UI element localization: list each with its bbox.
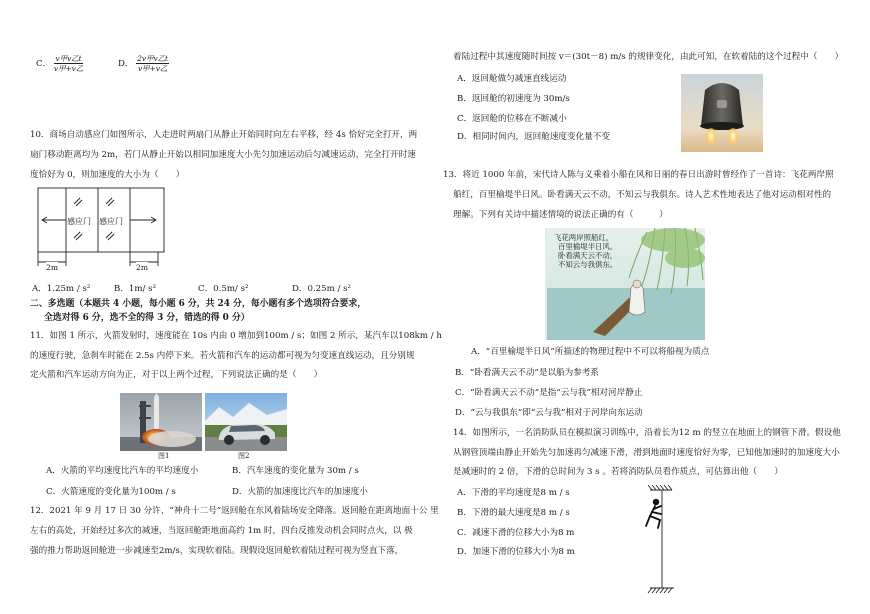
q9-option-d — [118, 54, 169, 73]
q12-option-a: A．返回舱做匀减速直线运动 — [457, 74, 567, 84]
q9-c-denominator: v甲+v乙 — [53, 64, 84, 73]
q13-option-c: C．“卧看满天云不动”是指“云与我”相对河岸静止 — [455, 388, 643, 398]
q10-option-b: B．1m/ s² — [114, 284, 157, 294]
q10-line3: 度恰好为 0，则加速度的大小为（ ） — [30, 170, 185, 180]
door-label-left: 感应门 — [67, 217, 91, 226]
poem-line-3: 卧看满天云不动， — [558, 251, 618, 260]
q13-line1: 13．将近 1000 年前，宋代诗人陈与义乘着小船在风和日丽的春日出游时曾经作了一首诗：飞花两岸照 — [443, 170, 834, 180]
q12-option-c: C．返回舱的位移在不断减小 — [457, 114, 567, 124]
q9-d-numerator: 2v甲v乙t — [137, 54, 169, 63]
q9-option-c — [36, 54, 83, 73]
q12-line1: 12．2021 年 9 月 17 日 30 分许，“神舟十二号”返回舱在东风着陆场安全降落。返回舱在距离地面十公 里 — [30, 506, 439, 516]
q11-line2: 的速度行驶，急刹车时能在 2.5s 内停下来。若火箭和汽车的运动都可视为匀变速直线运动，且分别规 — [30, 351, 415, 361]
sliding-door-diagram — [32, 186, 168, 272]
q14-line3: 是减速时的 2 倍，下滑的总时间为 3 s 。若将消防队员看作质点，可估算出他（ ） — [453, 467, 783, 477]
q9-d-label: D． — [118, 59, 134, 69]
q10-option-a: A．1.25m / s² — [32, 284, 91, 294]
figure-1-caption: 图1 — [158, 452, 170, 460]
car-photo — [205, 393, 287, 451]
q11-option-b: B．汽车速度的变化量为 30m / s — [232, 466, 359, 476]
q13-line2: 船红，百里榆堤半日风。卧看满天云不动，不知云与我俱东。诗人艺术性地表达了他对运动相对性的 — [453, 190, 832, 200]
q9-c-label: C． — [36, 59, 52, 69]
poem-line-2: 百里榆堤半日风。 — [558, 242, 618, 251]
q12-line2: 左右的高处，开始经过多次的减速，当返回舱距地面高约 1m 时，四台反推发动机会同时点火，以 极 — [30, 526, 413, 536]
q11-option-a: A．火箭的平均速度比汽车的平均速度小 — [46, 466, 199, 476]
section2-heading-line2: 全选对得 6 分，选不全的得 3 分，错选的得 0 分） — [44, 313, 250, 323]
q11-line3: 定火箭和汽车运动方向为正，对于以上两个过程，下列说法正确的是（ ） — [30, 370, 323, 380]
q10-line1: 10．商场自动感应门如图所示，人走进时两扇门从静止开始同时向左右平移，经 4s 恰好完全打开，两 — [30, 130, 418, 140]
q11-line1: 11．如图 1 所示，火箭发射时，速度能在 10s 内由 0 增加到100m / s；如图 2 所示，某汽车以108km / h — [30, 331, 442, 341]
q13-option-a: A．“百里榆堤半日风”所描述的物理过程中不可以将船视为质点 — [471, 347, 710, 357]
q10-line2: 扇门移动距离均为 2m，若门从静止开始以相同加速度大小先匀加速运动后匀减速运动，完全打开时速 — [30, 150, 416, 160]
q11-option-c: C．火箭速度的变化量为100m / s — [46, 487, 176, 497]
section2-heading-line1: 二、多选题（本题共 4 小题，每小题 6 分，共 24 分，每小题有多个选项符合要求， — [30, 299, 367, 309]
q13-option-b: B．“卧看满天云不动”是以船为参考系 — [455, 368, 600, 378]
q12-continued-line: 着陆过程中其速度随时间按 v＝(30t－8) m/s 的规律变化，由此可知，在软着陆的这个过程中（ ） — [453, 52, 844, 62]
poem-line-1: 飞花两岸照船红， — [554, 233, 614, 242]
door-label-right: 感应门 — [99, 217, 123, 226]
q13-option-d: D．“云与我俱东”即“云与我”相对于河岸向东运动 — [455, 408, 643, 418]
q10-option-c: C．0.5m/ s² — [198, 284, 249, 294]
q9-d-fraction — [136, 54, 169, 73]
dim-label-right: 2m — [136, 263, 149, 272]
q12-line3: 强的推力帮助返回舱进一步减速至2m/s，实现软着陆。现假设返回舱软着陆过程可视为竖直下落， — [30, 546, 404, 556]
q9-c-fraction — [54, 54, 83, 73]
q12-option-d: D．相同时间内，返回舱速度变化量不变 — [457, 132, 610, 142]
q14-line2: 从钢管顶端由静止开始先匀加速再匀减速下滑，滑到地面时速度恰好为零，已知他加速时的加速度大小 — [453, 448, 840, 458]
q14-line1: 14．如图所示，一名消防队员在模拟演习训练中，沿着长为12 m 的竖立在地面上的钢管下滑。假设他 — [453, 428, 841, 438]
q13-line3: 理解。下列有关诗中描述情境的说法正确的有（ ） — [453, 210, 668, 220]
return-capsule-photo — [681, 74, 763, 152]
q14-option-d: D．加速下滑的位移大小为8 m — [457, 547, 575, 557]
q14-option-a: A．下滑的平均速度是8 m / s — [457, 488, 570, 498]
rocket-launch-photo — [120, 393, 202, 451]
q9-c-numerator: v甲v乙t — [55, 54, 82, 63]
q12-option-b: B．返回舱的初速度为 30m/s — [457, 94, 570, 104]
poem-line-4: 不知云与我俱东。 — [558, 260, 618, 269]
q11-option-d: D．火箭的加速度比汽车的加速度小 — [232, 487, 368, 497]
q14-option-c: C．减速下滑的位移大小为8 m — [457, 528, 575, 538]
dim-label-left: 2m — [46, 263, 59, 272]
q10-option-d: D．0.25m / s² — [292, 284, 351, 294]
q9-d-denominator: v甲+v乙 — [137, 64, 168, 73]
q14-option-b: B．下滑的最大速度是8 m / s — [457, 508, 570, 518]
firefighter-pole-diagram — [640, 484, 680, 596]
figure-2-caption: 图2 — [238, 452, 250, 460]
